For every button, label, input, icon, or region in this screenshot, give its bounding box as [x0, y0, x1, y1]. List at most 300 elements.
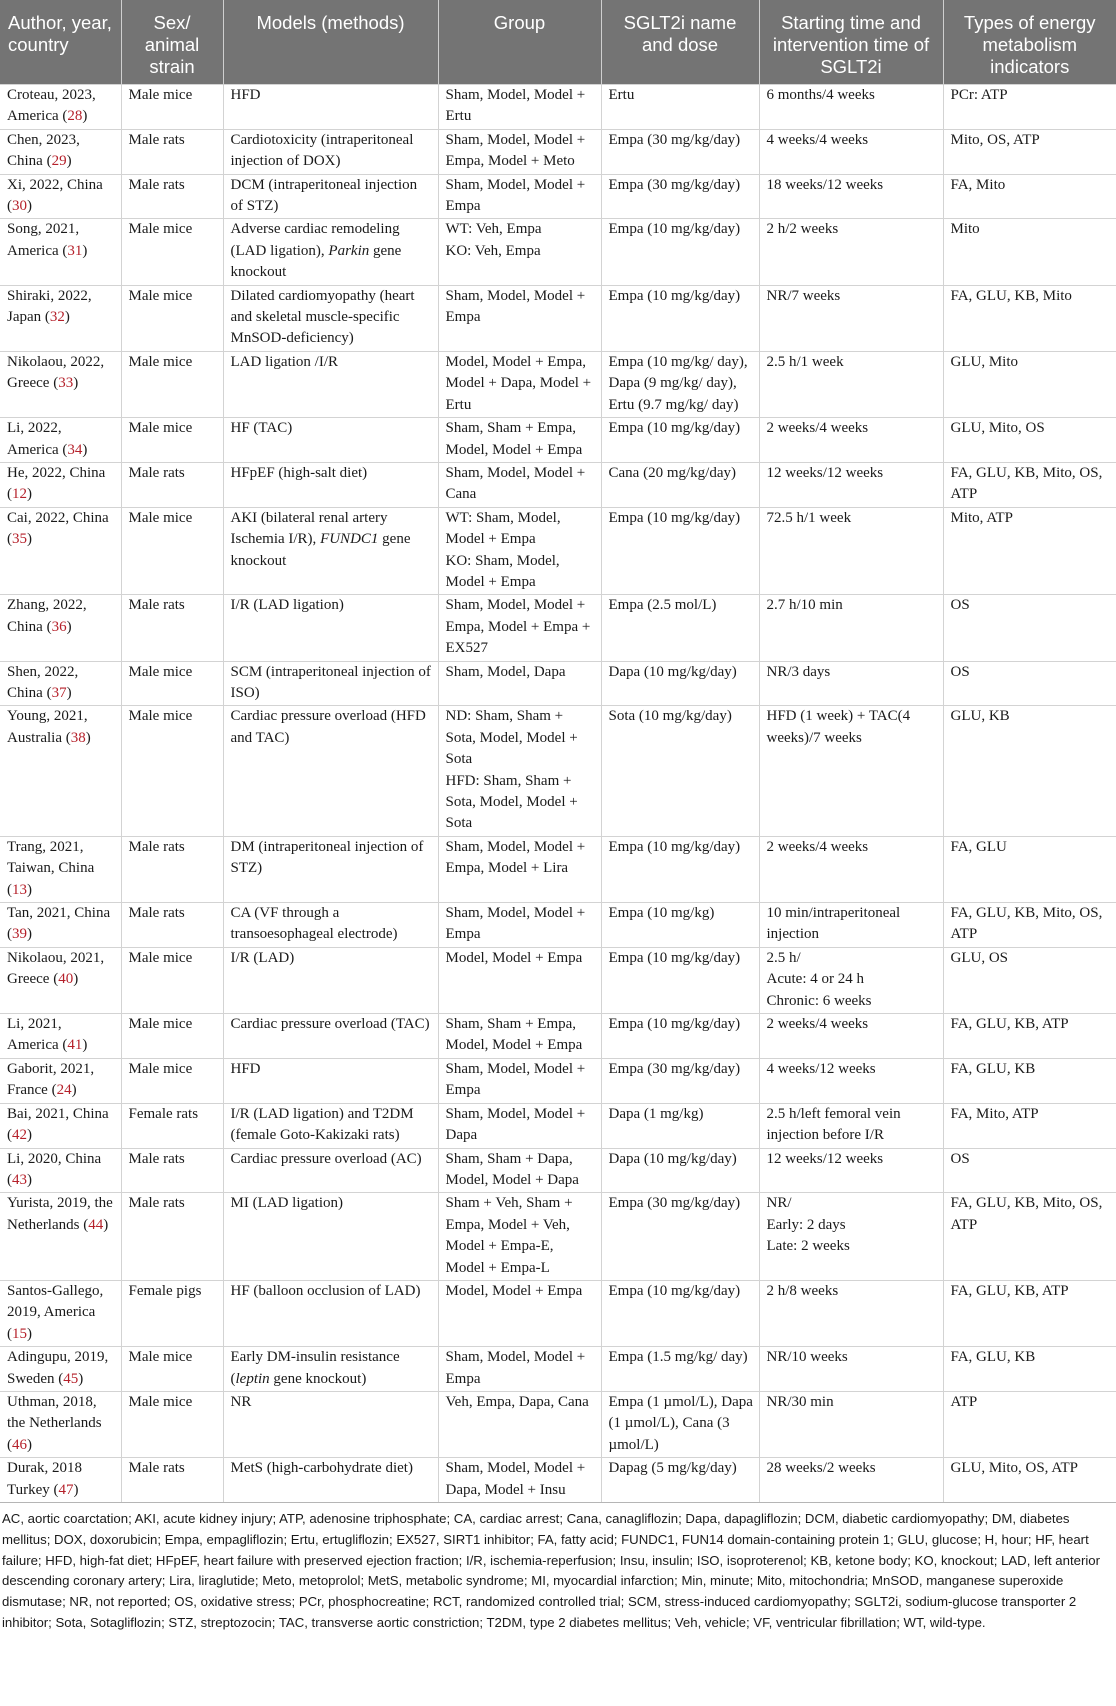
cell-model: [223, 351, 438, 417]
cell-sex-strain: Male mice: [121, 1014, 223, 1059]
cell-sex-strain: Male mice: [121, 351, 223, 417]
author-text: Li, 2021, America: [7, 1016, 62, 1054]
cell-time: [759, 595, 943, 661]
reference-link[interactable]: 12: [12, 486, 27, 503]
author-text: Durak, 2018 Turkey: [7, 1460, 82, 1498]
cell-dose-line: Empa (10 mg/kg/day): [608, 1282, 741, 1299]
cell-types: FA, GLU, KB, Mito, OS, ATP: [943, 462, 1116, 507]
table-row: [0, 661, 1116, 706]
reference-link[interactable]: 44: [88, 1216, 104, 1233]
cell-time-line: 72.5 h/1 week: [766, 509, 852, 526]
cell-types: Mito, OS, ATP: [943, 129, 1116, 174]
cell-time: [759, 85, 943, 130]
cell-dose: [601, 1280, 759, 1346]
cell-dose: [601, 903, 759, 948]
cell-dose: [601, 1103, 759, 1148]
cell-time: [759, 1347, 943, 1392]
header-types: Types of energy metabolism indicators: [943, 0, 1116, 85]
cell-group-line: Sham, Model, Model + Empa, Model + Lira: [445, 838, 586, 877]
reference-link[interactable]: 30: [12, 198, 27, 215]
table-row: [0, 1458, 1116, 1503]
cell-model: [223, 85, 438, 130]
header-row: [0, 0, 1116, 85]
cell-types: OS: [943, 1148, 1116, 1193]
cell-dose-line: Empa (1.5 mg/kg/ day): [608, 1349, 748, 1366]
reference-link[interactable]: 43: [12, 1171, 27, 1188]
cell-dose: [601, 706, 759, 836]
cell-model: [223, 947, 438, 1013]
cell-model: [223, 1347, 438, 1392]
gene-name: Parkin: [328, 242, 370, 259]
reference-link[interactable]: 37: [51, 684, 67, 701]
table-row: [0, 1193, 1116, 1281]
cell-time-line: 2.5 h/: [766, 949, 801, 966]
author-text: Zhang, 2022, China: [7, 597, 87, 635]
table-row: [0, 1280, 1116, 1346]
cell-time-line: 12 weeks/12 weeks: [766, 1150, 884, 1167]
model-text: AKI (bilateral renal artery Ischemia I/R),: [230, 509, 388, 548]
cell-group: [438, 85, 601, 130]
author-text: Santos-Gallego, 2019, America: [7, 1282, 104, 1321]
cell-model: [223, 285, 438, 351]
cell-dose-line: Sota (10 mg/kg/day): [608, 708, 732, 725]
cell-group-line: HFD: Sham, Sham + Sota, Model, Model + Sota: [445, 772, 578, 832]
table-row: [0, 1347, 1116, 1392]
cell-model: [223, 1280, 438, 1346]
cell-time-line: 18 weeks/12 weeks: [766, 176, 884, 193]
header-author: Author, year, country: [0, 0, 121, 85]
model-text: LAD ligation /I/R: [230, 353, 338, 370]
cell-time: [759, 1391, 943, 1457]
author-text: Shiraki, 2022, Japan: [7, 287, 92, 326]
cell-dose: [601, 129, 759, 174]
cell-types: GLU, Mito: [943, 351, 1116, 417]
cell-author: Song, 2021, America (31): [0, 219, 121, 285]
cell-time: [759, 351, 943, 417]
cell-group-line: Sham, Model, Dapa: [445, 663, 566, 680]
cell-time: [759, 1058, 943, 1103]
cell-time-line: 2 weeks/4 weeks: [766, 1016, 869, 1033]
cell-time: [759, 706, 943, 836]
cell-time: [759, 418, 943, 463]
cell-sex-strain: Female pigs: [121, 1280, 223, 1346]
cell-group: [438, 351, 601, 417]
cell-group-line: Model, Model + Empa: [445, 1282, 583, 1299]
model-text: gene knockout: [230, 242, 402, 281]
table-row: [0, 1103, 1116, 1148]
cell-author: Nikolaou, 2022, Greece (33): [0, 351, 121, 417]
cell-time: [759, 1280, 943, 1346]
cell-group: [438, 947, 601, 1013]
cell-types: FA, GLU, KB, Mito: [943, 285, 1116, 351]
cell-group: [438, 174, 601, 219]
model-text: HF (TAC): [230, 420, 293, 437]
cell-group: [438, 1014, 601, 1059]
model-text: MetS (high-carbohydrate diet): [230, 1460, 413, 1477]
cell-group-line: KO: Sham, Model, Model + Empa: [445, 552, 560, 590]
author-text: Nikolaou, 2022, Greece: [7, 353, 105, 392]
cell-author: Shiraki, 2022, Japan (32): [0, 285, 121, 351]
cell-dose-line: Empa (10 mg/kg/day): [608, 949, 741, 966]
cell-model: [223, 595, 438, 661]
table-row: [0, 129, 1116, 174]
cell-types: GLU, Mito, OS: [943, 418, 1116, 463]
cell-model: [223, 706, 438, 836]
gene-name: FUNDC1: [320, 531, 379, 548]
cell-types: GLU, KB: [943, 706, 1116, 836]
reference-link[interactable]: 42: [12, 1127, 27, 1144]
cell-time-line: 28 weeks/2 weeks: [766, 1460, 876, 1477]
cell-author: Li, 2022, America (34): [0, 418, 121, 463]
table-row: [0, 1014, 1116, 1059]
reference-link[interactable]: 29: [51, 153, 67, 170]
reference-link[interactable]: 13: [12, 881, 27, 898]
table-row: [0, 507, 1116, 595]
cell-sex-strain: Male rats: [121, 903, 223, 948]
cell-author: Durak, 2018 Turkey (47): [0, 1458, 121, 1503]
cell-time-line: 12 weeks/12 weeks: [766, 464, 884, 481]
cell-dose: [601, 1148, 759, 1193]
table-row: [0, 595, 1116, 661]
cell-model: [223, 1103, 438, 1148]
cell-group: [438, 706, 601, 836]
cell-group-line: Sham, Model, Model + Empa, Model + Meto: [445, 131, 586, 170]
table-row: [0, 903, 1116, 948]
cell-time-line: 4 weeks/4 weeks: [766, 131, 869, 148]
cell-types: ATP: [943, 1391, 1116, 1457]
cell-model: [223, 903, 438, 948]
model-text: Cardiac pressure overload (HFD and TAC): [230, 708, 426, 746]
cell-sex-strain: Male mice: [121, 507, 223, 595]
cell-time-line: HFD (1 week) + TAC(4 weeks)/7 weeks: [766, 708, 911, 746]
cell-group-line: Sham, Model, Model + Ertu: [445, 87, 586, 125]
cell-time: [759, 903, 943, 948]
cell-types: FA, GLU, KB, Mito, OS, ATP: [943, 1193, 1116, 1281]
cell-dose-line: Empa (2.5 mol/L): [608, 597, 717, 614]
cell-author: Xi, 2022, China (30): [0, 174, 121, 219]
cell-time: [759, 1103, 943, 1148]
cell-dose: [601, 947, 759, 1013]
cell-dose: [601, 1391, 759, 1457]
cell-sex-strain: Male rats: [121, 1148, 223, 1193]
author-text: Nikolaou, 2021, Greece: [7, 949, 105, 988]
author-text: Tan, 2021, China: [7, 905, 111, 922]
cell-group-line: Sham, Model, Model + Empa: [445, 176, 586, 215]
cell-group-line: Sham, Sham + Empa, Model, Model + Empa: [445, 420, 583, 458]
cell-group: [438, 1347, 601, 1392]
table-row: [0, 836, 1116, 902]
reference-link[interactable]: 47: [58, 1481, 74, 1498]
model-text: HFD: [230, 1060, 261, 1077]
cell-model: [223, 219, 438, 285]
cell-types: OS: [943, 661, 1116, 706]
model-text: I/R (LAD ligation): [230, 597, 344, 614]
cell-time-line: 2.5 h/left femoral vein injection before I/R: [766, 1105, 901, 1144]
cell-model: [223, 129, 438, 174]
cell-time: [759, 1148, 943, 1193]
author-text: Trang, 2021, Taiwan, China: [7, 838, 95, 877]
cell-group: [438, 1103, 601, 1148]
cell-dose-line: Empa (30 mg/kg/day): [608, 131, 741, 148]
author-text: Li, 2022, America: [7, 420, 62, 458]
reference-link[interactable]: 32: [49, 309, 65, 326]
cell-time: [759, 1193, 943, 1281]
reference-link[interactable]: 24: [56, 1082, 72, 1099]
cell-dose: [601, 507, 759, 595]
table-row: [0, 1391, 1116, 1457]
reference-link[interactable]: 35: [12, 531, 27, 548]
cell-group: [438, 661, 601, 706]
cell-author: Tan, 2021, China (39): [0, 903, 121, 948]
cell-sex-strain: Male mice: [121, 947, 223, 1013]
reference-link[interactable]: 33: [58, 375, 74, 392]
cell-model: [223, 661, 438, 706]
cell-group: [438, 903, 601, 948]
reference-link[interactable]: 28: [67, 108, 83, 125]
cell-sex-strain: Male rats: [121, 836, 223, 902]
cell-model: [223, 1058, 438, 1103]
cell-dose-line: Dapa (1 mg/kg): [608, 1105, 704, 1122]
cell-dose: [601, 219, 759, 285]
cell-group-line: Sham, Model, Model + Empa: [445, 1349, 586, 1387]
cell-time-line: 2.7 h/10 min: [766, 597, 843, 614]
cell-author: Li, 2020, China (43): [0, 1148, 121, 1193]
cell-group: [438, 285, 601, 351]
cell-group: [438, 836, 601, 902]
cell-dose-line: Empa (10 mg/kg): [608, 905, 715, 922]
cell-sex-strain: Male mice: [121, 1058, 223, 1103]
reference-link[interactable]: 15: [12, 1325, 27, 1342]
cell-types: FA, GLU, KB, ATP: [943, 1014, 1116, 1059]
author-text: Cai, 2022, China: [7, 509, 109, 526]
model-text: gene knockout): [269, 1370, 367, 1387]
cell-group: [438, 219, 601, 285]
table-row: [0, 947, 1116, 1013]
cell-types: PCr: ATP: [943, 85, 1116, 130]
reference-link[interactable]: 46: [12, 1436, 27, 1453]
author-text: Young, 2021, Australia: [7, 708, 88, 746]
cell-dose: [601, 351, 759, 417]
cell-sex-strain: Male mice: [121, 1391, 223, 1457]
cell-sex-strain: Male mice: [121, 285, 223, 351]
model-text: Adverse cardiac remodeling (LAD ligation),: [230, 221, 400, 259]
cell-author: Chen, 2023, China (29): [0, 129, 121, 174]
cell-group-line: Model, Model + Empa, Model + Dapa, Model + Ertu: [445, 353, 592, 413]
cell-dose: [601, 1014, 759, 1059]
model-text: CA (VF through a transoesophageal electrode): [230, 905, 398, 943]
reference-link[interactable]: 45: [63, 1370, 79, 1387]
cell-time-line: 2.5 h/1 week: [766, 353, 844, 370]
cell-dose: [601, 1458, 759, 1503]
cell-sex-strain: Male rats: [121, 174, 223, 219]
cell-time-line: 6 months/4 weeks: [766, 87, 875, 103]
cell-group-line: Sham, Model, Model + Empa: [445, 287, 586, 326]
author-text: Uthman, 2018, the Netherlands: [7, 1393, 102, 1432]
cell-time: [759, 1458, 943, 1503]
cell-time-line: NR/30 min: [766, 1393, 834, 1410]
cell-types: Mito, ATP: [943, 507, 1116, 595]
cell-types: FA, GLU: [943, 836, 1116, 902]
cell-dose: [601, 595, 759, 661]
cell-group-line: Sham, Model, Model + Empa, Model + Empa + EX527: [445, 597, 591, 657]
cell-time-line: 2 weeks/4 weeks: [766, 420, 869, 437]
cell-model: [223, 1391, 438, 1457]
cell-sex-strain: Male mice: [121, 85, 223, 130]
cell-sex-strain: Male mice: [121, 418, 223, 463]
reference-link[interactable]: 40: [58, 971, 74, 988]
cell-author: Young, 2021, Australia (38): [0, 706, 121, 836]
model-text: Dilated cardiomyopathy (heart and skeletal muscle-specific MnSOD-deficiency): [230, 287, 415, 347]
cell-dose-line: Ertu: [608, 87, 635, 103]
cell-dose-line: Dapa (10 mg/kg/day): [608, 663, 737, 680]
cell-time-line: 2 h/8 weeks: [766, 1282, 839, 1299]
author-text: Croteau, 2023, America: [7, 87, 96, 125]
cell-time-line: NR/7 weeks: [766, 287, 841, 304]
model-text: DM (intraperitoneal injection of STZ): [230, 838, 424, 877]
table-row: [0, 85, 1116, 130]
header-time: Starting time and intervention time of SGLT2i: [759, 0, 943, 85]
cell-group-line: Sham, Model, Model + Cana: [445, 464, 586, 503]
author-text: Shen, 2022, China: [7, 663, 79, 701]
header-models: Models (methods): [223, 0, 438, 85]
cell-dose-line: Cana (20 mg/kg/day): [608, 464, 736, 481]
reference-link[interactable]: 36: [51, 618, 67, 635]
cell-types: FA, Mito: [943, 174, 1116, 219]
reference-link[interactable]: 39: [12, 926, 27, 943]
cell-types: FA, GLU, KB, ATP: [943, 1280, 1116, 1346]
author-text: Chen, 2023, China: [7, 131, 80, 170]
cell-model: [223, 836, 438, 902]
cell-sex-strain: Male rats: [121, 595, 223, 661]
cell-sex-strain: Male mice: [121, 661, 223, 706]
cell-time-line: Chronic: 6 weeks: [766, 992, 872, 1009]
model-text: I/R (LAD ligation) and T2DM (female Goto-Kakizaki rats): [230, 1105, 414, 1144]
cell-time-line: Early: 2 days: [766, 1216, 846, 1233]
cell-dose-line: Empa (10 mg/kg/day): [608, 221, 741, 238]
cell-types: GLU, Mito, OS, ATP: [943, 1458, 1116, 1503]
cell-model: [223, 1014, 438, 1059]
cell-group: [438, 1058, 601, 1103]
cell-author: Bai, 2021, China (42): [0, 1103, 121, 1148]
header-sex: Sex/ animal strain: [121, 0, 223, 85]
cell-model: [223, 1148, 438, 1193]
cell-time: [759, 129, 943, 174]
model-text: I/R (LAD): [230, 949, 295, 966]
cell-types: OS: [943, 595, 1116, 661]
model-text: HF (balloon occlusion of LAD): [230, 1282, 421, 1299]
author-text: Yurista, 2019, the Netherlands: [7, 1195, 113, 1233]
cell-group-line: Sham, Model, Model + Dapa, Model + Insu: [445, 1460, 586, 1498]
cell-dose: [601, 1347, 759, 1392]
cell-time-line: 10 min/intraperitoneal injection: [766, 905, 901, 943]
cell-author: Nikolaou, 2021, Greece (40): [0, 947, 121, 1013]
table-row: [0, 418, 1116, 463]
cell-author: Li, 2021, America (41): [0, 1014, 121, 1059]
cell-group-line: Sham, Sham + Empa, Model, Model + Empa: [445, 1016, 583, 1054]
author-text: He, 2022, China: [7, 464, 106, 481]
cell-author: Croteau, 2023, America (28): [0, 85, 121, 130]
cell-group: [438, 1193, 601, 1281]
cell-time-line: 4 weeks/12 weeks: [766, 1060, 876, 1077]
cell-group: [438, 1148, 601, 1193]
cell-types: FA, GLU, KB: [943, 1058, 1116, 1103]
cell-dose-line: Empa (30 mg/kg/day): [608, 1195, 741, 1212]
cell-author: Trang, 2021, Taiwan, China (13): [0, 836, 121, 902]
cell-model: [223, 462, 438, 507]
table-row: [0, 462, 1116, 507]
author-text: Bai, 2021, China: [7, 1105, 109, 1122]
cell-dose: [601, 85, 759, 130]
author-text: Li, 2020, China: [7, 1150, 102, 1167]
cell-group-line: Sham, Model, Model + Empa: [445, 1060, 586, 1099]
reference-link[interactable]: 31: [67, 242, 83, 259]
table-row: [0, 1148, 1116, 1193]
cell-author: Santos-Gallego, 2019, America (15): [0, 1280, 121, 1346]
cell-sex-strain: Male rats: [121, 129, 223, 174]
cell-group-line: Sham + Veh, Sham + Empa, Model + Veh, Model + Empa-E, Model + Empa-L: [445, 1195, 573, 1276]
cell-group: [438, 1391, 601, 1457]
model-text: gene knockout: [230, 531, 411, 569]
cell-time: [759, 507, 943, 595]
table-row: [0, 285, 1116, 351]
model-text: HFpEF (high-salt diet): [230, 464, 368, 481]
reference-link[interactable]: 41: [67, 1037, 83, 1054]
cell-dose-line: Empa (1 µmol/L), Dapa (1 µmol/L), Cana (3 µmol/L): [608, 1393, 753, 1453]
cell-group-line: Sham, Model, Model + Dapa: [445, 1105, 586, 1144]
cell-dose-line: Empa (10 mg/kg/day): [608, 420, 741, 437]
cell-sex-strain: Male rats: [121, 462, 223, 507]
cell-sex-strain: Male mice: [121, 1347, 223, 1392]
cell-group: [438, 1458, 601, 1503]
cell-author: Zhang, 2022, China (36): [0, 595, 121, 661]
abbreviations-footnote: AC, aortic coarctation; AKI, acute kidney injury; ATP, adenosine triphosphate; CA, cardiac arrest; Cana, canagliflozin; Dapa, dapagliflozin; DCM, diabetic cardiomyopathy; DM, diabetes mellitus; DOX, doxorubicin; Empa, empagliflozin; Ertu, ertugliflozin; EX527, SIRT1 inhibitor; FA, fatty acid; FUNDC1, FUN14 domain-containing protein 1; GLU, glucose; H, hour; HF, heart failure; HFD, high-fat diet; HFpEF, heart failure with preserved ejection fraction; I/R, ischemia-reperfusion; Insu, insulin; ISO, isoproterenol; KB, ketone body; KO, knockout; LAD, left anterior descending coronary artery; Lira, liraglutide; Meto, metoprolol; MetS, metabolic syndrome; MI, myocardial infarction; Min, minute; Mito, mitochondria; MnSOD, manganese superoxide dismutase; NR, not reported; OS, oxidative stress; PCr, phosphocreatine; RCT, randomized controlled trial; SCM, stress-induced cardiomyopathy; SGLT2i, sodium-glucose transporter 2 inhibitor; Sota, Sotagliflozin; STZ, streptozocin; TAC, transverse aortic constriction; T2DM, type 2 diabetes mellitus; Veh, vehicle; VF, ventricular fibrillation; WT, wild-type.: [2, 1511, 1100, 1630]
cell-model: [223, 1458, 438, 1503]
cell-dose-line: Empa (10 mg/kg/day): [608, 838, 741, 855]
table-row: [0, 1058, 1116, 1103]
reference-link[interactable]: 34: [67, 441, 83, 458]
cell-time: [759, 219, 943, 285]
cell-group: [438, 129, 601, 174]
cell-author: Uthman, 2018, the Netherlands (46): [0, 1391, 121, 1457]
cell-sex-strain: Male rats: [121, 1458, 223, 1503]
author-text: Xi, 2022, China: [7, 176, 103, 193]
cell-dose: [601, 661, 759, 706]
cell-model: [223, 418, 438, 463]
cell-group-line: KO: Veh, Empa: [445, 242, 541, 259]
table-row: [0, 219, 1116, 285]
cell-dose-line: Empa (10 mg/kg/day): [608, 1016, 741, 1033]
cell-dose: [601, 418, 759, 463]
cell-author: Shen, 2022, China (37): [0, 661, 121, 706]
cell-types: FA, Mito, ATP: [943, 1103, 1116, 1148]
cell-group-line: Sham, Model, Model + Empa: [445, 905, 586, 943]
cell-time: [759, 285, 943, 351]
table-row: [0, 706, 1116, 836]
cell-group: [438, 462, 601, 507]
cell-dose-line: Empa (30 mg/kg/day): [608, 176, 741, 193]
cell-time: [759, 462, 943, 507]
header-group: Group: [438, 0, 601, 85]
cell-time: [759, 836, 943, 902]
cell-time-line: Acute: 4 or 24 h: [766, 971, 864, 988]
cell-group: [438, 418, 601, 463]
cell-author: Yurista, 2019, the Netherlands (44): [0, 1193, 121, 1281]
reference-link[interactable]: 38: [70, 729, 86, 746]
header-dose: SGLT2i name and dose: [601, 0, 759, 85]
model-text: Cardiotoxicity (intraperitoneal injection of DOX): [230, 131, 414, 170]
cell-dose-line: Dapa (10 mg/kg/day): [608, 1150, 737, 1167]
cell-time: [759, 947, 943, 1013]
